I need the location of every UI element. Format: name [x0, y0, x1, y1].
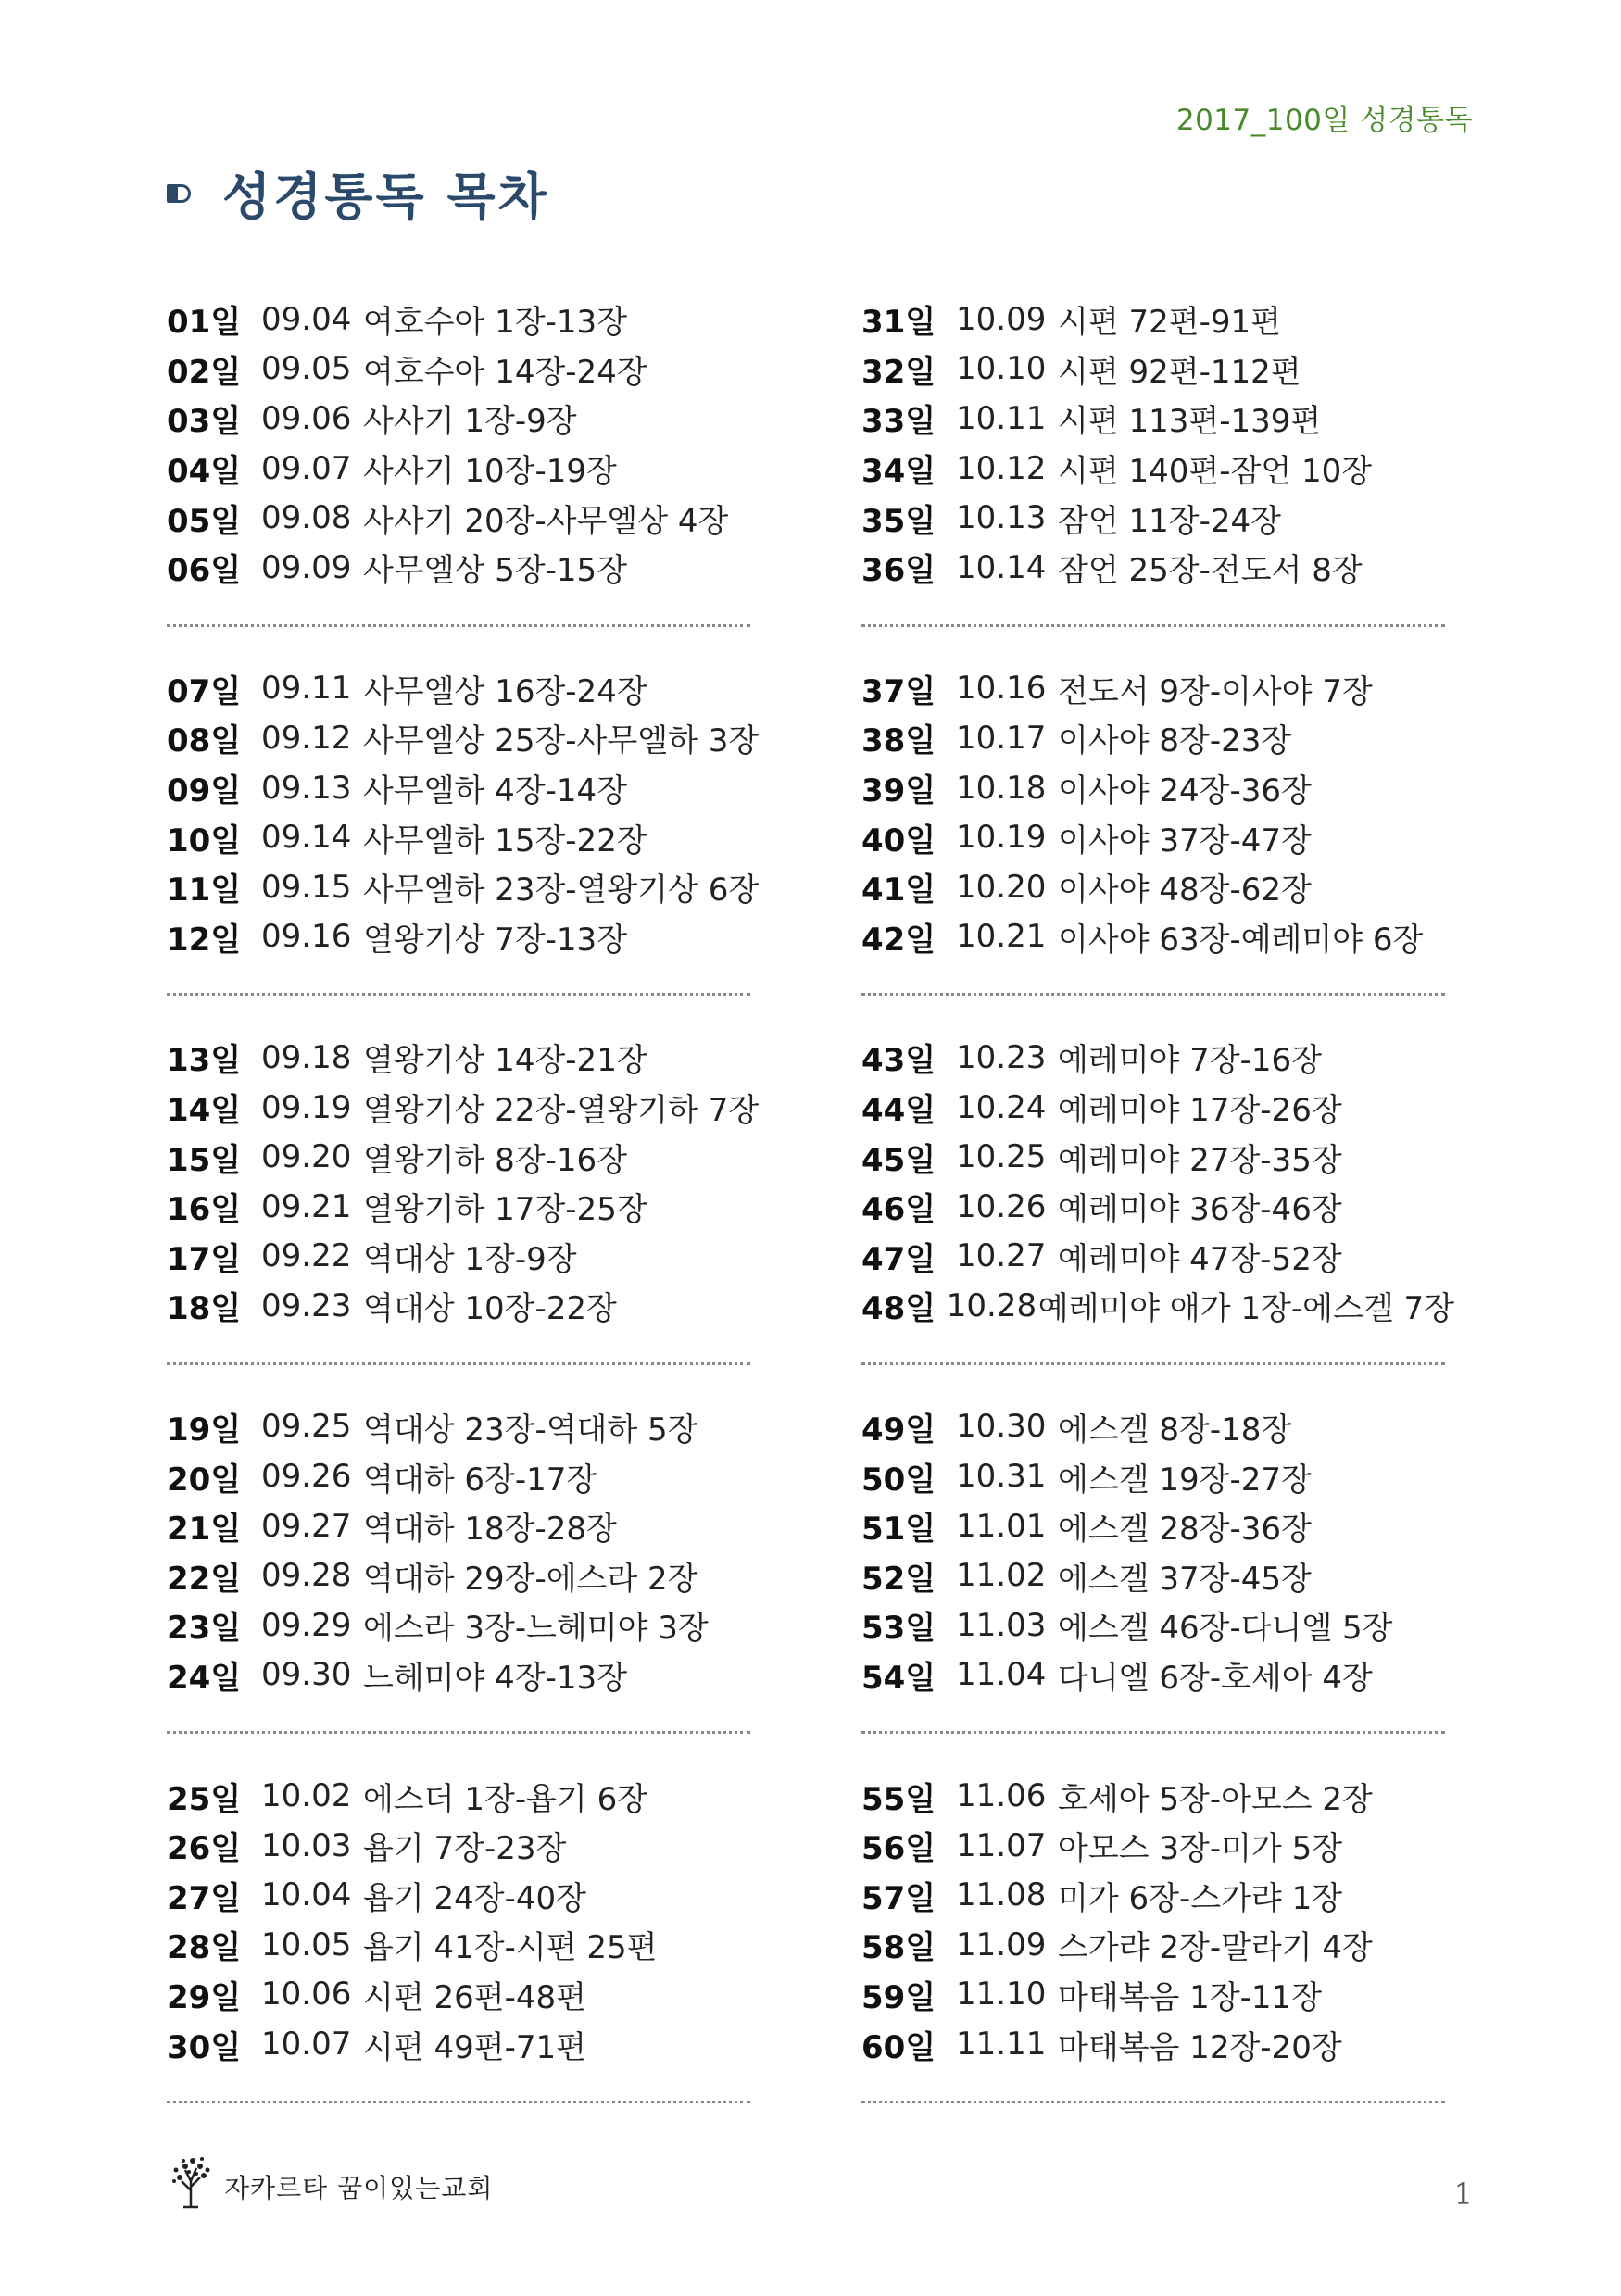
- day-label: 08일: [167, 722, 242, 760]
- schedule-row: [167, 493, 760, 543]
- date-label: 09.11: [261, 670, 352, 708]
- date-label: 09.12: [261, 719, 352, 757]
- reading-range: 여호수아 14장-24장: [363, 353, 647, 391]
- reading-range: 역대상 1장-9장: [363, 1240, 577, 1278]
- reading-range: 시편 140편-잠언 10장: [1058, 453, 1373, 491]
- date-label: 10.21: [956, 918, 1047, 956]
- day-label: 48일: [861, 1290, 936, 1328]
- reading-range: 시편 72편-91편: [1058, 304, 1281, 342]
- schedule-row: [861, 1281, 1454, 1331]
- schedule-row: [861, 345, 1454, 395]
- schedule-group: [861, 1771, 1454, 2069]
- schedule-row: [861, 1771, 1454, 1821]
- schedule-row: [861, 1650, 1454, 1700]
- schedule-row: [167, 1771, 760, 1821]
- date-label: 10.04: [261, 1876, 352, 1914]
- reading-range: 시편 49편-71편: [363, 2028, 586, 2066]
- schedule-group: [167, 1402, 760, 1700]
- day-label: 26일: [167, 1830, 242, 1868]
- reading-range: 시편 113편-139편: [1058, 403, 1322, 441]
- date-label: 10.16: [956, 670, 1047, 708]
- date-label: 11.07: [956, 1826, 1047, 1864]
- schedule-row: [861, 763, 1454, 813]
- reading-range: 사사기 20장-사무엘상 4장: [363, 502, 729, 540]
- schedule-group: [861, 1402, 1454, 1700]
- day-label: 35일: [861, 502, 936, 540]
- reading-range: 이사야 63장-예레미야 6장: [1058, 921, 1424, 959]
- schedule-row: [167, 912, 760, 962]
- reading-range: 호세아 5장-아모스 2장: [1058, 1780, 1373, 1818]
- reading-range: 이사야 37장-47장: [1058, 822, 1312, 859]
- date-label: 09.22: [261, 1237, 352, 1275]
- dotted-divider: [861, 1731, 1445, 1734]
- date-label: 10.05: [261, 1926, 352, 1964]
- schedule-row: [861, 1550, 1454, 1600]
- day-label: 55일: [861, 1780, 936, 1818]
- date-label: 11.10: [956, 1976, 1047, 2014]
- reading-range: 느헤미야 4장-13장: [363, 1659, 628, 1697]
- page-title: 성경통독 목차: [222, 168, 549, 226]
- dotted-divider: [861, 624, 1445, 627]
- reading-range: 역대하 29장-에스라 2장: [363, 1560, 698, 1598]
- day-label: 31일: [861, 304, 936, 342]
- dotted-divider: [167, 1731, 750, 1734]
- reading-range: 열왕기상 14장-21장: [363, 1042, 647, 1080]
- day-label: 03일: [167, 403, 242, 441]
- reading-range: 역대하 6장-17장: [363, 1461, 597, 1499]
- schedule-row: [167, 1870, 760, 1920]
- schedule-row: [167, 1033, 760, 1083]
- day-label: 24일: [167, 1659, 242, 1697]
- date-label: 10.09: [956, 300, 1047, 338]
- schedule-row: [167, 1821, 760, 1871]
- date-label: 09.25: [261, 1408, 352, 1446]
- reading-range: 열왕기상 22장-열왕기하 7장: [363, 1092, 760, 1130]
- reading-range: 여호수아 1장-13장: [363, 304, 628, 342]
- day-label: 06일: [167, 552, 242, 590]
- reading-range: 에스겔 28장-36장: [1058, 1511, 1312, 1549]
- date-label: 09.16: [261, 918, 352, 956]
- day-label: 59일: [861, 1978, 936, 2016]
- day-label: 45일: [861, 1141, 936, 1179]
- date-label: 09.19: [261, 1088, 352, 1126]
- reading-range: 에스더 1장-욥기 6장: [363, 1780, 648, 1818]
- schedule-row: [167, 1451, 760, 1501]
- schedule-row: [167, 2019, 760, 2069]
- day-label: 57일: [861, 1879, 936, 1917]
- reading-range: 사무엘하 23장-열왕기상 6장: [363, 872, 760, 910]
- day-label: 02일: [167, 353, 242, 391]
- day-label: 25일: [167, 1780, 242, 1818]
- date-label: 09.13: [261, 769, 352, 807]
- day-label: 60일: [861, 2028, 936, 2066]
- day-label: 18일: [167, 1290, 242, 1328]
- day-label: 29일: [167, 1978, 242, 2016]
- date-label: 09.05: [261, 350, 352, 388]
- schedule-row: [861, 493, 1454, 543]
- schedule-row: [861, 295, 1454, 345]
- day-label: 04일: [167, 453, 242, 491]
- reading-range: 마태복음 12장-20장: [1058, 2028, 1342, 2066]
- reading-range: 예레미야 7장-16장: [1058, 1042, 1323, 1080]
- day-label: 56일: [861, 1830, 936, 1868]
- date-label: 09.30: [261, 1656, 352, 1694]
- schedule-row: [861, 1033, 1454, 1083]
- schedule-group: [167, 295, 760, 593]
- date-label: 09.21: [261, 1187, 352, 1225]
- schedule-row: [861, 543, 1454, 593]
- schedule-row: [167, 812, 760, 862]
- schedule-row: [861, 1920, 1454, 1970]
- reading-range: 욥기 24장-40장: [363, 1879, 586, 1917]
- day-label: 37일: [861, 672, 936, 710]
- reading-range: 예레미야 47장-52장: [1058, 1240, 1342, 1278]
- day-label: 01일: [167, 304, 242, 342]
- reading-range: 잠언 11장-24장: [1058, 502, 1281, 540]
- schedule-row: [861, 1083, 1454, 1133]
- schedule-group: [861, 664, 1454, 962]
- date-label: 09.18: [261, 1038, 352, 1076]
- reading-range: 역대상 23장-역대하 5장: [363, 1411, 698, 1449]
- reading-range: 사무엘하 15장-22장: [363, 822, 647, 859]
- date-label: 10.12: [956, 449, 1047, 487]
- schedule-row: [167, 345, 760, 395]
- schedule-row: [861, 862, 1454, 912]
- schedule-row: [861, 1182, 1454, 1232]
- reading-range: 열왕기하 8장-16장: [363, 1141, 628, 1179]
- day-label: 46일: [861, 1191, 936, 1229]
- reading-range: 잠언 25장-전도서 8장: [1058, 552, 1363, 590]
- date-label: 11.11: [956, 2026, 1047, 2064]
- schedule-row: [167, 1402, 760, 1452]
- reading-range: 미가 6장-스가랴 1장: [1058, 1879, 1343, 1917]
- date-label: 10.03: [261, 1826, 352, 1864]
- schedule-row: [861, 664, 1454, 714]
- day-label: 10일: [167, 822, 242, 859]
- date-label: 09.26: [261, 1458, 352, 1496]
- day-label: 17일: [167, 1240, 242, 1278]
- schedule-row: [167, 1970, 760, 2020]
- schedule-row: [861, 394, 1454, 444]
- dotted-divider: [861, 2101, 1445, 2103]
- page-number: 1: [1453, 2177, 1473, 2212]
- dotted-divider: [167, 624, 750, 627]
- reading-range: 욥기 41장-시편 25편: [363, 1929, 658, 1967]
- day-label: 27일: [167, 1879, 242, 1917]
- date-label: 09.15: [261, 868, 352, 906]
- reading-range: 예레미야 17장-26장: [1058, 1092, 1342, 1130]
- date-label: 10.20: [956, 868, 1047, 906]
- day-label: 36일: [861, 552, 936, 590]
- day-label: 40일: [861, 822, 936, 859]
- date-label: 10.11: [956, 399, 1047, 437]
- day-label: 14일: [167, 1092, 242, 1130]
- dotted-divider: [861, 1362, 1445, 1365]
- reading-range: 전도서 9장-이사야 7장: [1058, 672, 1373, 710]
- reading-range: 사사기 10장-19장: [363, 453, 617, 491]
- day-label: 58일: [861, 1929, 936, 1967]
- date-label: 10.25: [956, 1138, 1047, 1176]
- schedule-group: [861, 1033, 1454, 1331]
- schedule-row: [167, 1182, 760, 1232]
- dotted-divider: [861, 993, 1445, 996]
- schedule-row: [861, 812, 1454, 862]
- date-label: 10.23: [956, 1038, 1047, 1076]
- reading-range: 열왕기하 17장-25장: [363, 1191, 647, 1229]
- schedule-row: [861, 912, 1454, 962]
- day-label: 30일: [167, 2028, 242, 2066]
- schedule-row: [167, 444, 760, 494]
- day-label: 12일: [167, 921, 242, 959]
- schedule-row: [861, 1402, 1454, 1452]
- reading-range: 역대하 18장-28장: [363, 1511, 617, 1549]
- day-label: 23일: [167, 1610, 242, 1648]
- day-label: 32일: [861, 353, 936, 391]
- date-label: 10.02: [261, 1777, 352, 1815]
- reading-range: 욥기 7장-23장: [363, 1830, 567, 1868]
- day-label: 16일: [167, 1191, 242, 1229]
- day-label: 28일: [167, 1929, 242, 1967]
- schedule-row: [861, 1132, 1454, 1182]
- schedule-row: [167, 713, 760, 763]
- reading-range: 사무엘상 5장-15장: [363, 552, 628, 590]
- reading-range: 시편 26편-48편: [363, 1978, 586, 2016]
- reading-range: 사무엘하 4장-14장: [363, 772, 628, 810]
- date-label: 10.07: [261, 2026, 352, 2064]
- schedule-row: [167, 295, 760, 345]
- schedule-row: [167, 1501, 760, 1551]
- schedule-row: [861, 1870, 1454, 1920]
- day-label: 50일: [861, 1461, 936, 1499]
- date-label: 11.02: [956, 1557, 1047, 1595]
- reading-range: 열왕기상 7장-13장: [363, 921, 628, 959]
- page-title-block: [167, 157, 549, 229]
- day-label: 33일: [861, 403, 936, 441]
- schedule-row: [861, 713, 1454, 763]
- day-label: 44일: [861, 1092, 936, 1130]
- day-label: 54일: [861, 1659, 936, 1697]
- date-label: 10.14: [956, 548, 1047, 586]
- reading-range: 사사기 1장-9장: [363, 403, 577, 441]
- reading-range: 시편 92편-112편: [1058, 353, 1301, 391]
- reading-range: 다니엘 6장-호세아 4장: [1058, 1659, 1373, 1697]
- day-label: 51일: [861, 1511, 936, 1549]
- date-label: 10.19: [956, 819, 1047, 857]
- date-label: 09.06: [261, 399, 352, 437]
- day-label: 52일: [861, 1560, 936, 1598]
- date-label: 10.17: [956, 719, 1047, 757]
- date-label: 10.31: [956, 1458, 1047, 1496]
- schedule-row: [167, 1600, 760, 1650]
- schedule-row: [861, 444, 1454, 494]
- schedule-row: [167, 862, 760, 912]
- day-label: 20일: [167, 1461, 242, 1499]
- day-label: 43일: [861, 1042, 936, 1080]
- schedule-group: [167, 1033, 760, 1331]
- schedule-row: [861, 1821, 1454, 1871]
- date-label: 10.10: [956, 350, 1047, 388]
- reading-range: 예레미야 애가 1장-에스겔 7장: [1037, 1290, 1454, 1328]
- reading-range: 예레미야 36장-46장: [1058, 1191, 1342, 1229]
- day-label: 19일: [167, 1411, 242, 1449]
- schedule-row: [861, 1501, 1454, 1551]
- reading-range: 이사야 48장-62장: [1058, 872, 1312, 910]
- schedule-row: [167, 763, 760, 813]
- schedule-row: [167, 1083, 760, 1133]
- reading-range: 사무엘상 16장-24장: [363, 672, 647, 710]
- reading-range: 에스겔 46장-다니엘 5장: [1058, 1610, 1393, 1648]
- date-label: 10.27: [956, 1237, 1047, 1275]
- reading-range: 아모스 3장-미가 5장: [1058, 1830, 1343, 1868]
- reading-range: 에스겔 37장-45장: [1058, 1560, 1312, 1598]
- day-label: 49일: [861, 1411, 936, 1449]
- dotted-divider: [167, 1362, 750, 1365]
- schedule-group: [167, 664, 760, 962]
- schedule-row: [861, 1600, 1454, 1650]
- date-label: 11.04: [956, 1656, 1047, 1694]
- footer: [167, 2153, 493, 2209]
- date-label: 09.07: [261, 449, 352, 487]
- schedule-row: [167, 1650, 760, 1700]
- reading-range: 사무엘상 25장-사무엘하 3장: [363, 722, 760, 760]
- dotted-divider: [167, 2101, 750, 2103]
- date-label: 09.04: [261, 300, 352, 338]
- schedule-row: [861, 1970, 1454, 2020]
- day-label: 11일: [167, 872, 242, 910]
- schedule-column-left: [167, 295, 760, 2140]
- day-label: 39일: [861, 772, 936, 810]
- date-label: 09.23: [261, 1286, 352, 1324]
- date-label: 10.24: [956, 1088, 1047, 1126]
- date-label: 09.09: [261, 548, 352, 586]
- schedule-row: [167, 543, 760, 593]
- date-label: 09.29: [261, 1606, 352, 1644]
- date-label: 11.03: [956, 1606, 1047, 1644]
- day-label: 13일: [167, 1042, 242, 1080]
- date-label: 10.26: [956, 1187, 1047, 1225]
- date-label: 09.27: [261, 1507, 352, 1545]
- tree-icon: [167, 2153, 219, 2209]
- schedule-row: [167, 1281, 760, 1331]
- schedule-row: [167, 1550, 760, 1600]
- schedule-row: [167, 394, 760, 444]
- day-label: 05일: [167, 502, 242, 540]
- reading-range: 이사야 24장-36장: [1058, 772, 1312, 810]
- date-label: 10.28: [946, 1286, 1037, 1324]
- reading-range: 에스겔 8장-18장: [1058, 1411, 1292, 1449]
- day-label: 07일: [167, 672, 242, 710]
- schedule-group: [167, 1771, 760, 2069]
- date-label: 11.01: [956, 1507, 1047, 1545]
- date-label: 09.08: [261, 499, 352, 537]
- date-label: 10.13: [956, 499, 1047, 537]
- day-label: 22일: [167, 1560, 242, 1598]
- schedule-row: [861, 1232, 1454, 1282]
- reading-range: 스가랴 2장-말라기 4장: [1058, 1929, 1373, 1967]
- date-label: 09.28: [261, 1557, 352, 1595]
- date-label: 09.20: [261, 1138, 352, 1176]
- reading-range: 마태복음 1장-11장: [1058, 1978, 1323, 2016]
- day-label: 41일: [861, 872, 936, 910]
- day-label: 34일: [861, 453, 936, 491]
- reading-range: 이사야 8장-23장: [1058, 722, 1292, 760]
- day-label: 09일: [167, 772, 242, 810]
- date-label: 10.30: [956, 1408, 1047, 1446]
- day-label: 15일: [167, 1141, 242, 1179]
- church-name: 자카르타 꿈이있는교회: [224, 2173, 494, 2203]
- date-label: 11.08: [956, 1876, 1047, 1914]
- date-label: 11.09: [956, 1926, 1047, 1964]
- day-label: 38일: [861, 722, 936, 760]
- reading-range: 예레미야 27장-35장: [1058, 1141, 1342, 1179]
- schedule-row: [167, 1232, 760, 1282]
- reading-range: 에스겔 19장-27장: [1058, 1461, 1312, 1499]
- reading-range: 역대상 10장-22장: [363, 1290, 617, 1328]
- date-label: 09.14: [261, 819, 352, 857]
- schedule-row: [167, 1132, 760, 1182]
- header-tag: 2017_100일 성경통독: [1175, 104, 1473, 137]
- day-label: 53일: [861, 1610, 936, 1648]
- date-label: 11.06: [956, 1777, 1047, 1815]
- day-label: 21일: [167, 1511, 242, 1549]
- date-label: 10.18: [956, 769, 1047, 807]
- schedule-row: [167, 1920, 760, 1970]
- schedule-row: [861, 2019, 1454, 2069]
- bullet-icon: [167, 184, 191, 203]
- schedule-column-right: [861, 295, 1454, 2140]
- date-label: 10.06: [261, 1976, 352, 2014]
- day-label: 42일: [861, 921, 936, 959]
- reading-range: 에스라 3장-느헤미야 3장: [363, 1610, 709, 1648]
- schedule-group: [861, 295, 1454, 593]
- dotted-divider: [167, 993, 750, 996]
- schedule-row: [861, 1451, 1454, 1501]
- day-label: 47일: [861, 1240, 936, 1278]
- schedule-row: [167, 664, 760, 714]
